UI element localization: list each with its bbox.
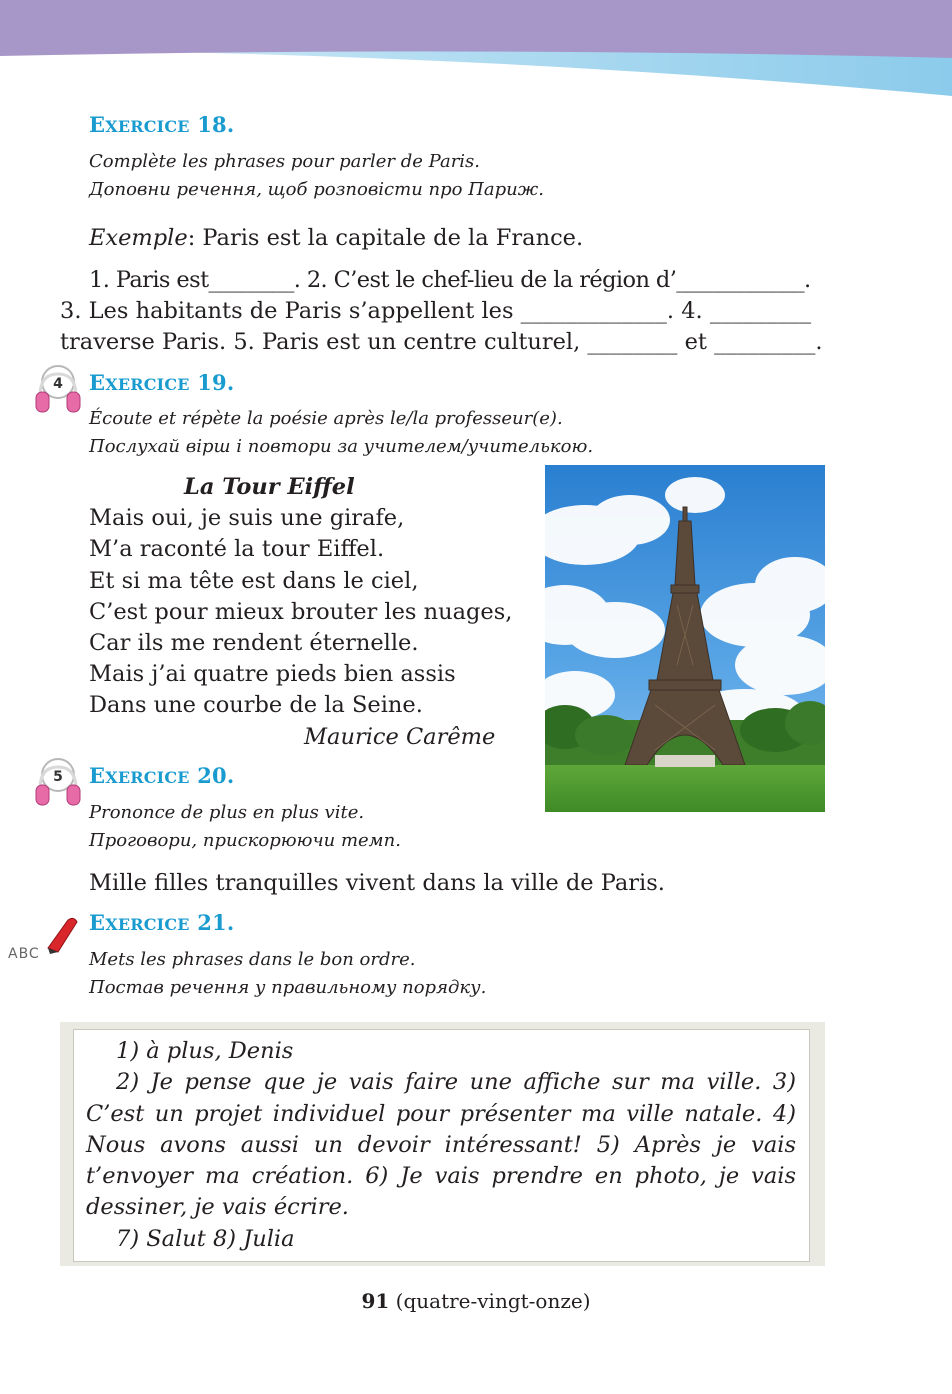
instruction-french: Écoute et répète la poésie après le/la professeur(e). [89, 408, 563, 429]
poem-line: Mais j’ai quatre pieds bien assis [89, 661, 456, 688]
exercise-18-line-2: 3. Les habitants de Paris s’appellent les _____________. 4. _________ [60, 298, 812, 324]
instruction-ukrainian: Доповни речення, щоб розповісти про Париж. [89, 179, 544, 200]
instruction-ukrainian: Постав речення у правильному порядку. [89, 977, 487, 998]
instruction-ukrainian: Проговори, прискорюючи темп. [89, 830, 401, 851]
exercise-21-title: EXERCICE 21. [89, 910, 235, 935]
message-paragraph: 1) à plus, Denis [116, 1038, 294, 1064]
instruction-french: Prononce de plus en plus vite. [89, 802, 365, 823]
exercise-18-instructions [89, 148, 544, 204]
exercise-19-instructions [89, 405, 593, 461]
track-number: 4 [53, 376, 63, 392]
poem-line: Car ils me rendent éternelle. [89, 630, 419, 657]
poem-line: C’est pour mieux brouter les nuages, [89, 598, 513, 625]
top-banner [0, 0, 952, 100]
message-box-text [86, 1036, 796, 1255]
poem-line: M’a raconté la tour Eiffel. [89, 536, 385, 563]
pencil-writing-icon [6, 914, 82, 964]
message-paragraph: 2) Je pense que je vais faire une affiche sur ma ville. 3) C’est un projet individuel pour présenter ma ville natale. 4) Nous avons aussi un devoir intéressant! 5) Après je vais t’envoyer ma création. 6) Je vais prendre en photo, je vais dessiner, je vais écrire. [86, 1069, 796, 1221]
instruction-french: Mets les phrases dans le bon ordre. [89, 949, 416, 970]
exercise-20-title: EXERCICE 20. [89, 763, 235, 788]
poem-author: Maurice Carême [304, 723, 496, 750]
poem-line: Et si ma tête est dans le ciel, [89, 567, 419, 594]
exercise-20-instructions [89, 799, 401, 855]
poem-line: Mais oui, je suis une girafe, [89, 505, 405, 532]
exercise-18-line-3: traverse Paris. 5. Paris est un centre culturel, ________ et _________. [60, 329, 823, 355]
page-number: 91 (quatre-vingt-onze) [361, 1289, 591, 1313]
poem-title: La Tour Eiffel [184, 474, 355, 500]
headphones-audio-icon[interactable] [34, 757, 82, 809]
poem [89, 472, 512, 753]
eiffel-tower-photo [545, 465, 825, 812]
exercise-18-line-1: 1. Paris est________. 2. C’est le chef-lieu de la région d’____________. [89, 267, 811, 293]
example-sentence: Exemple: Paris est la capitale de la France. [89, 225, 584, 251]
track-number: 5 [53, 769, 63, 785]
instruction-french: Complète les phrases pour parler de Paris. [89, 151, 481, 172]
exercise-19-title: EXERCICE 19. [89, 370, 235, 395]
poem-line: Dans une courbe de la Seine. [89, 692, 423, 719]
message-paragraph: 7) Salut 8) Julia [116, 1225, 295, 1252]
exercise-21-instructions [89, 946, 486, 1002]
abc-label: ABC [8, 946, 40, 962]
instruction-ukrainian: Послухай вірш і повтори за учителем/учителькою. [89, 436, 594, 457]
tongue-twister: Mille filles tranquilles vivent dans la ville de Paris. [89, 870, 665, 896]
exercise-18-title: EXERCICE 18. [89, 112, 235, 137]
headphones-audio-icon[interactable] [34, 364, 82, 416]
